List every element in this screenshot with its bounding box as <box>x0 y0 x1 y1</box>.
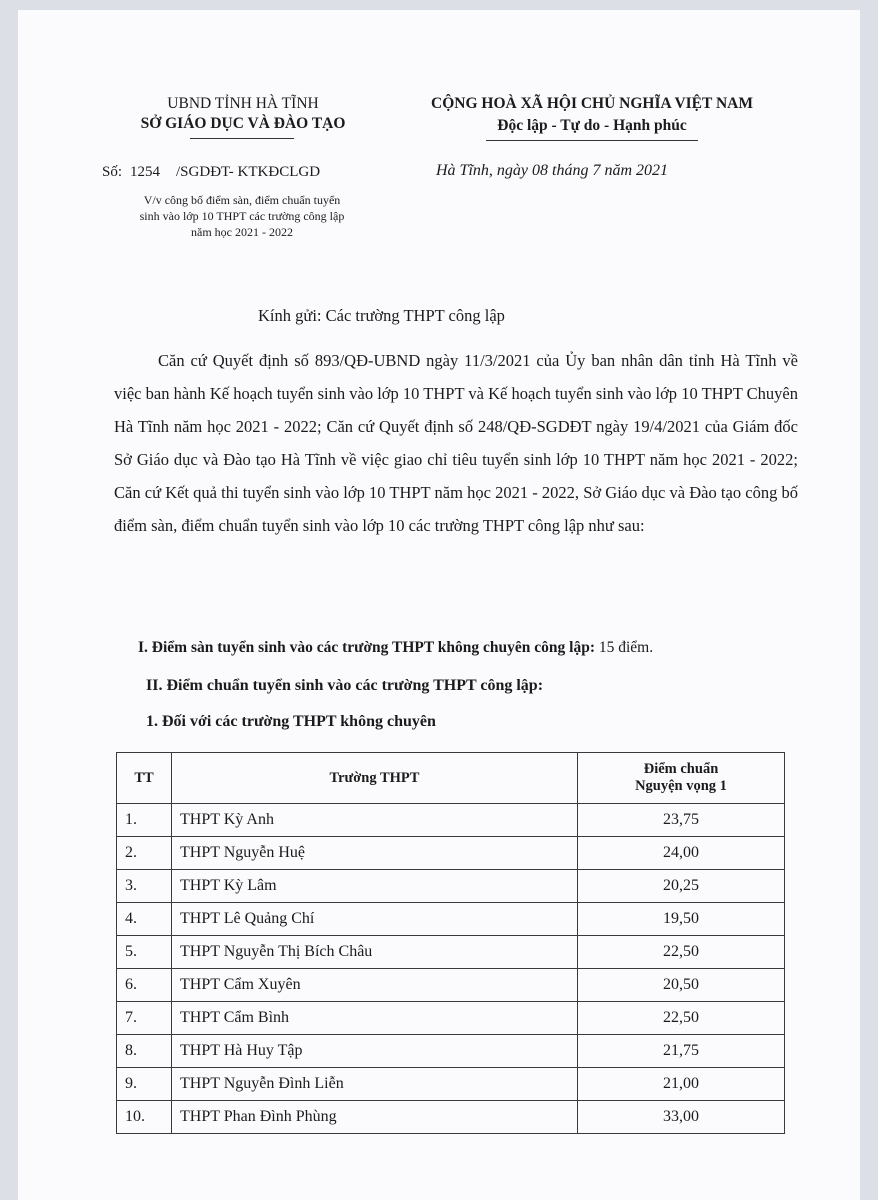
table-row <box>117 804 785 837</box>
issuer-authority: UBND TỈNH HÀ TĨNH <box>167 95 319 112</box>
row-index: 6. <box>117 969 172 1002</box>
row-school: THPT Phan Đình Phùng <box>172 1101 578 1134</box>
row-score: 23,75 <box>578 804 785 837</box>
row-index: 5. <box>117 936 172 969</box>
table-row <box>117 969 785 1002</box>
table-row <box>117 1035 785 1068</box>
recipient-line: Kính gửi: Các trường THPT công lập <box>258 306 505 325</box>
row-index: 7. <box>117 1002 172 1035</box>
column-header-score: Điểm chuẩn Nguyện vọng 1 <box>578 753 785 804</box>
table-row <box>117 837 785 870</box>
row-school: THPT Kỳ Lâm <box>172 870 578 903</box>
row-index: 3. <box>117 870 172 903</box>
row-school: THPT Hà Huy Tập <box>172 1035 578 1068</box>
row-school: THPT Kỳ Anh <box>172 804 578 837</box>
row-index: 1. <box>117 804 172 837</box>
table-row <box>117 1002 785 1035</box>
issuer-department: SỞ GIÁO DỤC VÀ ĐÀO TẠO <box>140 115 346 132</box>
row-school: THPT Nguyễn Thị Bích Châu <box>172 936 578 969</box>
table-row <box>117 1068 785 1101</box>
row-score: 33,00 <box>578 1101 785 1134</box>
motto-underline <box>486 140 698 141</box>
row-index: 4. <box>117 903 172 936</box>
row-school: THPT Nguyễn Huệ <box>172 837 578 870</box>
table-header-row <box>117 753 785 804</box>
row-school: THPT Cẩm Bình <box>172 1002 578 1035</box>
table-row <box>117 1101 785 1134</box>
row-school: THPT Lê Quảng Chí <box>172 903 578 936</box>
row-school: THPT Nguyễn Đình Liễn <box>172 1068 578 1101</box>
section-one: I. Điểm sàn tuyển sinh vào các trường THPT không chuyên công lập: 15 điểm. <box>138 639 654 656</box>
body-paragraph: Căn cứ Quyết định số 893/QĐ-UBND ngày 11/3/2021 của Ủy ban nhân dân tỉnh Hà Tĩnh về việc ban hành Kế hoạch tuyển sinh vào lớp 10 THPT và Kế hoạch tuyển sinh vào lớp 10 THPT Chuyên Hà Tĩnh năm học 2021 - 2022; Căn cứ Quyết định số 248/QĐ-SGDĐT ngày 19/4/2021 của Giám đốc Sở Giáo dục và Đào tạo Hà Tĩnh về việc giao chỉ tiêu tuyển sinh lớp 10 THPT năm học 2021 - 2022; Căn cứ Kết quả thi tuyển sinh vào lớp 10 THPT năm học 2021 - 2022, Sở Giáo dục và Đào tạo công bố điểm sàn, điểm chuẩn tuyển sinh vào lớp 10 các trường THPT công lập như sau: <box>114 351 798 535</box>
row-score: 24,00 <box>578 837 785 870</box>
row-score: 22,50 <box>578 936 785 969</box>
national-motto-subtitle: Độc lập - Tự do - Hạnh phúc <box>497 117 687 134</box>
table-row <box>117 870 785 903</box>
document-body <box>114 344 798 542</box>
row-score: 19,50 <box>578 903 785 936</box>
subsection-one: 1. Đối với các trường THPT không chuyên <box>146 713 436 730</box>
section-two: II. Điểm chuẩn tuyển sinh vào các trường THPT công lập: <box>146 677 544 694</box>
row-index: 8. <box>117 1035 172 1068</box>
document-subject: V/v công bố điểm sàn, điểm chuẩn tuyển sinh vào lớp 10 THPT các trường công lập năm học 2021 - 2022 <box>139 193 345 239</box>
national-motto-title: CỘNG HOÀ XÃ HỘI CHỦ NGHĨA VIỆT NAM <box>431 95 753 112</box>
row-index: 9. <box>117 1068 172 1101</box>
row-score: 21,75 <box>578 1035 785 1068</box>
issuer-underline <box>190 138 294 139</box>
row-score: 20,50 <box>578 969 785 1002</box>
row-score: 20,25 <box>578 870 785 903</box>
table-row <box>117 903 785 936</box>
row-score: 21,00 <box>578 1068 785 1101</box>
cutoff-score-table <box>116 752 785 1134</box>
row-score: 22,50 <box>578 1002 785 1035</box>
document-number: Số: 1254 /SGDĐT- KTKĐCLGD <box>102 164 321 180</box>
document-page <box>18 10 860 1200</box>
column-header-tt: TT <box>117 753 172 804</box>
row-index: 2. <box>117 837 172 870</box>
row-school: THPT Cẩm Xuyên <box>172 969 578 1002</box>
table-row <box>117 936 785 969</box>
column-header-school: Trường THPT <box>172 753 578 804</box>
row-index: 10. <box>117 1101 172 1134</box>
issue-date: Hà Tĩnh, ngày 08 tháng 7 năm 2021 <box>436 162 668 179</box>
